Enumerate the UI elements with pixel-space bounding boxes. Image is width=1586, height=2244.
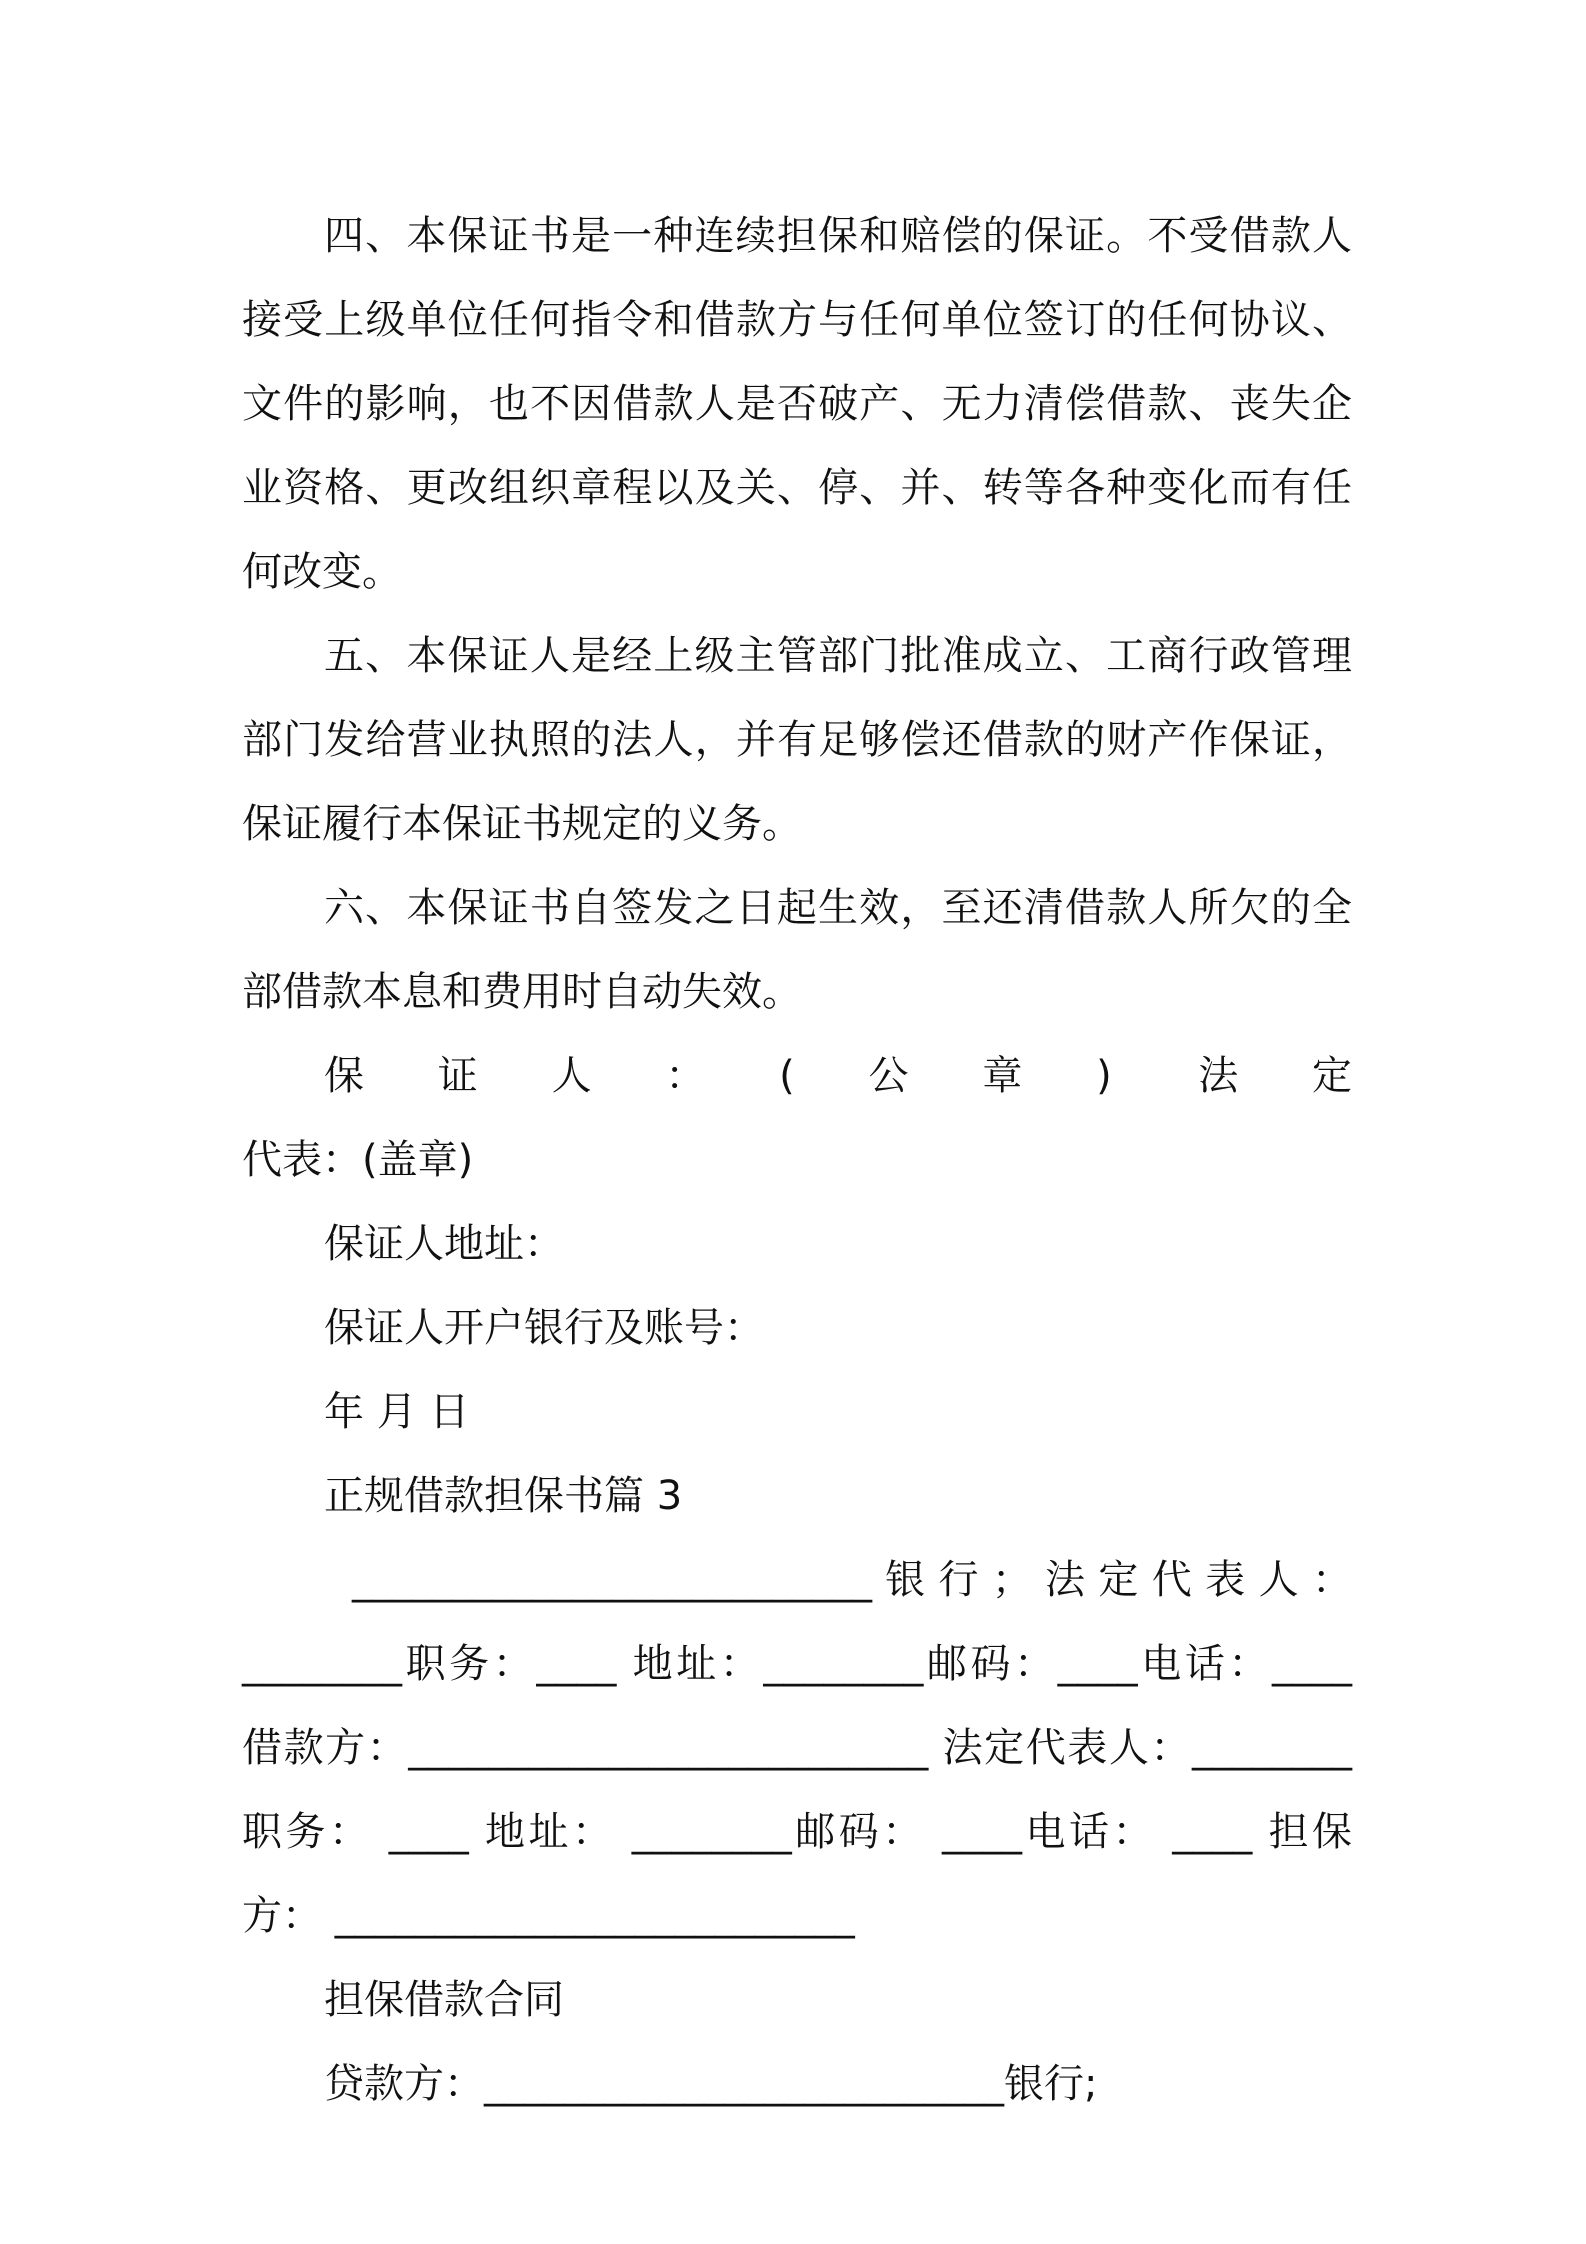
clause-five: 五、本保证人是经上级主管部门批准成立、工商行政管理部门发给营业执照的法人，并有足够偿还借款的财产作保证，保证履行本保证书规定的义务。 (242, 633, 1352, 847)
form-line-bank (242, 1538, 1352, 1622)
contract-title: 担保借款合同 (324, 1977, 564, 2023)
section-title: 正规借款担保书篇 3 (324, 1473, 683, 1519)
clause-six: 六、本保证书自签发之日起生效，至还清借款人所欠的全部借款本息和费用时自动失效。 (242, 885, 1352, 1015)
guarantor-bank-account-label: 保证人开户银行及账号： (324, 1305, 764, 1351)
form-line-bank-details: ________职务：____ 地址：________邮码：____电话：____ (242, 1641, 1352, 1687)
form-line-guarantor: 方： __________________________ (242, 1893, 855, 1939)
lender-line: 贷款方：__________________________银行; (324, 2061, 1098, 2107)
clause-four: 四、本保证书是一种连续担保和赔偿的保证。不受借款人接受上级单位任何指令和借款方与任何单位签订的任何协议、文件的影响，也不因借款人是否破产、无力清偿借款、丧失企业资格、更改组织章程以及关、停、并、转等各种变化而有任何改变。 (242, 213, 1352, 595)
guarantor-address-label: 保证人地址： (324, 1221, 564, 1267)
signature-guarantor-row (242, 1034, 1352, 1118)
document-page (242, 194, 1352, 2126)
form-line-borrower-details: 职务： ____ 地址： ________邮码： ____电话： ____ 担保 (242, 1809, 1352, 1855)
borrower-legal-rep-label: 法定代表人：________ (942, 1725, 1353, 1771)
date-label: 年 月 日 (324, 1389, 470, 1435)
bank-blank: __________________________ (352, 1557, 872, 1603)
legal-rep-label-end: 代表：(盖章) (242, 1137, 474, 1183)
guarantor-seal-label: 保证人：(公章) (324, 1053, 1112, 1099)
bank-legal-rep-label: 银 行 ； 法 定 代 表 人 ： (885, 1557, 1352, 1603)
borrower-label: 借款方：__________________________ (242, 1725, 929, 1771)
form-line-borrower (242, 1706, 1352, 1790)
legal-rep-label-start: 法定 (1198, 1053, 1353, 1099)
